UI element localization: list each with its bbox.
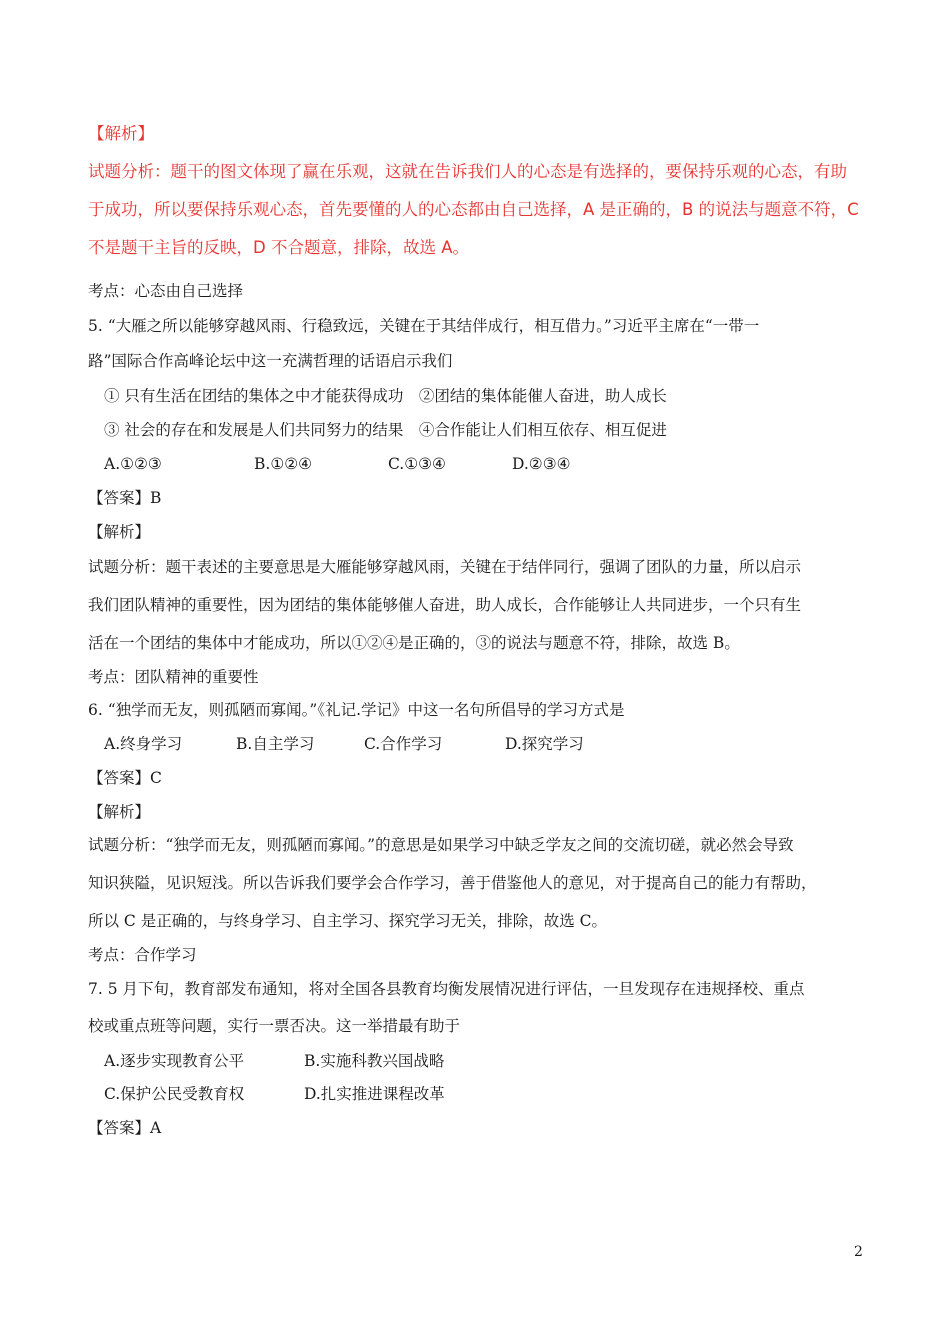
q6-analysis-line: 知识狭隘，见识短浅。所以告诉我们要学会合作学习，善于借鉴他人的意见，对于提高自己的能力有帮助，	[88, 874, 817, 892]
page-number: 2	[854, 1244, 863, 1260]
q4-analysis-header: 【解析】	[88, 124, 154, 143]
q6-analysis-line: 试题分析：“独学而无友，则孤陋而寡闻。”的意思是如果学习中缺乏学友之间的交流切磋，就必然会导致	[88, 836, 794, 854]
q6-option-b: B.自主学习	[236, 735, 315, 753]
q5-option-a: A.①②③	[104, 455, 162, 473]
q6-option-d: D.探究学习	[505, 735, 584, 753]
q6-option-a: A.终身学习	[104, 735, 183, 753]
q4-analysis-line: 于成功，所以要保持乐观心态，首先要懂的人的心态都由自己选择，A 是正确的，B 的说法与题意不符，C	[88, 200, 859, 219]
q7-stem-line: 校或重点班等问题，实行一票否决。这一举措最有助于	[88, 1017, 461, 1035]
q4-analysis-line: 不是题干主旨的反映，D 不合题意，排除，故选 A。	[88, 238, 469, 257]
q5-answer: 【答案】B	[88, 489, 162, 507]
q5-kaodian: 考点：团队精神的重要性	[88, 668, 259, 686]
q7-option-b: B.实施科教兴国战略	[304, 1052, 445, 1070]
q4-kaodian: 考点：心态由自己选择	[88, 282, 244, 300]
q6-answer: 【答案】C	[88, 769, 162, 787]
q5-statement: ③ 社会的存在和发展是人们共同努力的结果 ④合作能让人们相互依存、相互促进	[104, 421, 667, 439]
q5-statement: ① 只有生活在团结的集体之中才能获得成功 ②团结的集体能催人奋进，助人成长	[104, 387, 667, 405]
q5-option-d: D.②③④	[512, 455, 571, 473]
q5-analysis-line: 我们团队精神的重要性，因为团结的集体能够催人奋进，助人成长，合作能够让人共同进步，一个只有生	[88, 596, 802, 614]
q5-analysis-line: 试题分析：题干表述的主要意思是大雁能够穿越风雨，关键在于结伴同行，强调了团队的力量，所以启示	[88, 558, 802, 576]
q6-stem: 6. “独学而无友，则孤陋而寡闻。”《礼记.学记》中这一名句所倡导的学习方式是	[88, 701, 625, 719]
q5-stem-line: 路”国际合作高峰论坛中这一充满哲理的话语启示我们	[88, 352, 453, 370]
q5-analysis-line: 活在一个团结的集体中才能成功，所以①②④是正确的，③的说法与题意不符，排除，故选 B。	[88, 634, 740, 652]
q7-answer: 【答案】A	[88, 1119, 162, 1137]
q6-option-c: C.合作学习	[364, 735, 443, 753]
q7-option-d: D.扎实推进课程改革	[304, 1085, 445, 1103]
q6-analysis-line: 所以 C 是正确的，与终身学习、自主学习、探究学习无关，排除，故选 C。	[88, 912, 608, 930]
q6-kaodian: 考点：合作学习	[88, 946, 197, 964]
q6-analysis-header: 【解析】	[88, 803, 151, 821]
q5-option-b: B.①②④	[254, 455, 313, 473]
q7-option-a: A.逐步实现教育公平	[104, 1052, 245, 1070]
q4-analysis-line: 试题分析：题干的图文体现了赢在乐观，这就在告诉我们人的心态是有选择的，要保持乐观的心态，有助	[88, 162, 847, 181]
q5-stem-line: 5. “大雁之所以能够穿越风雨、行稳致远，关键在于其结伴成行，相互借力。”习近平主席在“一带一	[88, 317, 760, 335]
q5-option-c: C.①③④	[388, 455, 446, 473]
q7-stem-line: 7. 5 月下旬，教育部发布通知，将对全国各县教育均衡发展情况进行评估，一旦发现存在违规择校、重点	[88, 980, 805, 998]
q7-option-c: C.保护公民受教育权	[104, 1085, 245, 1103]
q5-analysis-header: 【解析】	[88, 523, 151, 541]
